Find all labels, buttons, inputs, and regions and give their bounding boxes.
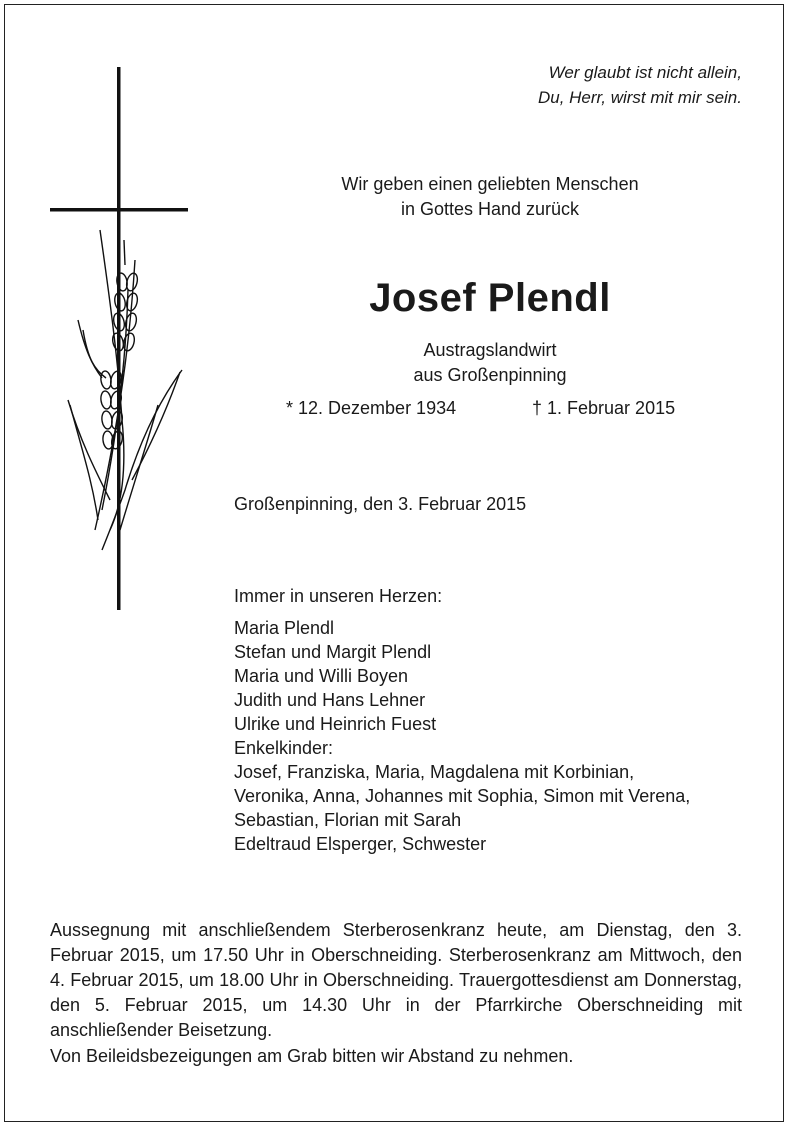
intro-text bbox=[240, 172, 740, 222]
family-member: Veronika, Anna, Johannes mit Sophia, Simon mit Verena, bbox=[234, 786, 691, 806]
deceased-name: Josef Plendl bbox=[369, 276, 611, 320]
closing-note: Von Beileidsbezeigungen am Grab bitten wir Abstand zu nehmen. bbox=[50, 1046, 574, 1066]
intro-line-2: in Gottes Hand zurück bbox=[400, 199, 580, 219]
family-member: Josef, Franziska, Maria, Magdalena mit Korbinian, bbox=[234, 762, 635, 782]
cross-icon bbox=[40, 60, 200, 620]
family-member: Sebastian, Florian mit Sarah bbox=[234, 810, 462, 830]
birth-date: * 12. Dezember 1934 bbox=[286, 398, 457, 418]
family-member: Maria Plendl bbox=[234, 618, 335, 638]
family-heading: Immer in unseren Herzen: bbox=[234, 586, 443, 606]
family-member: Ulrike und Heinrich Fuest bbox=[234, 714, 437, 734]
deceased-details bbox=[240, 338, 740, 388]
family-member: Edeltraud Elsperger, Schwester bbox=[234, 834, 487, 854]
family-member: Stefan und Margit Plendl bbox=[234, 642, 432, 662]
deceased-occupation: Austragslandwirt bbox=[423, 340, 557, 360]
funeral-notice: Aussegnung mit anschließendem Sterberosenkranz heute, am Dienstag, den 3. Februar 2015, um 17.50 Uhr in Oberschneiding. Sterberosenkranz am Mittwoch, den 4. Februar 2015, um 18.00 Uhr in Oberschneiding. Trauergottesdienst am Donnerstag, den 5. Februar 2015, um 14.30 Uhr in der Pfarrkirche Oberschneiding mit anschließender Beisetzung. bbox=[50, 920, 742, 1040]
intro-line-1: Wir geben einen geliebten Menschen bbox=[341, 174, 639, 194]
wheat-icon bbox=[68, 230, 182, 550]
deceased-origin: aus Großenpinning bbox=[413, 365, 567, 385]
motto-line-1: Wer glaubt ist nicht allein, bbox=[548, 63, 742, 82]
family-member: Judith und Hans Lehner bbox=[234, 690, 426, 710]
motto bbox=[538, 60, 742, 110]
family-member: Enkelkinder: bbox=[234, 738, 334, 758]
motto-line-2: Du, Herr, wirst mit mir sein. bbox=[537, 88, 742, 107]
death-date: † 1. Februar 2015 bbox=[532, 398, 676, 418]
family-section bbox=[234, 584, 764, 856]
family-member: Maria und Willi Boyen bbox=[234, 666, 409, 686]
place-and-date: Großenpinning, den 3. Februar 2015 bbox=[234, 494, 527, 514]
